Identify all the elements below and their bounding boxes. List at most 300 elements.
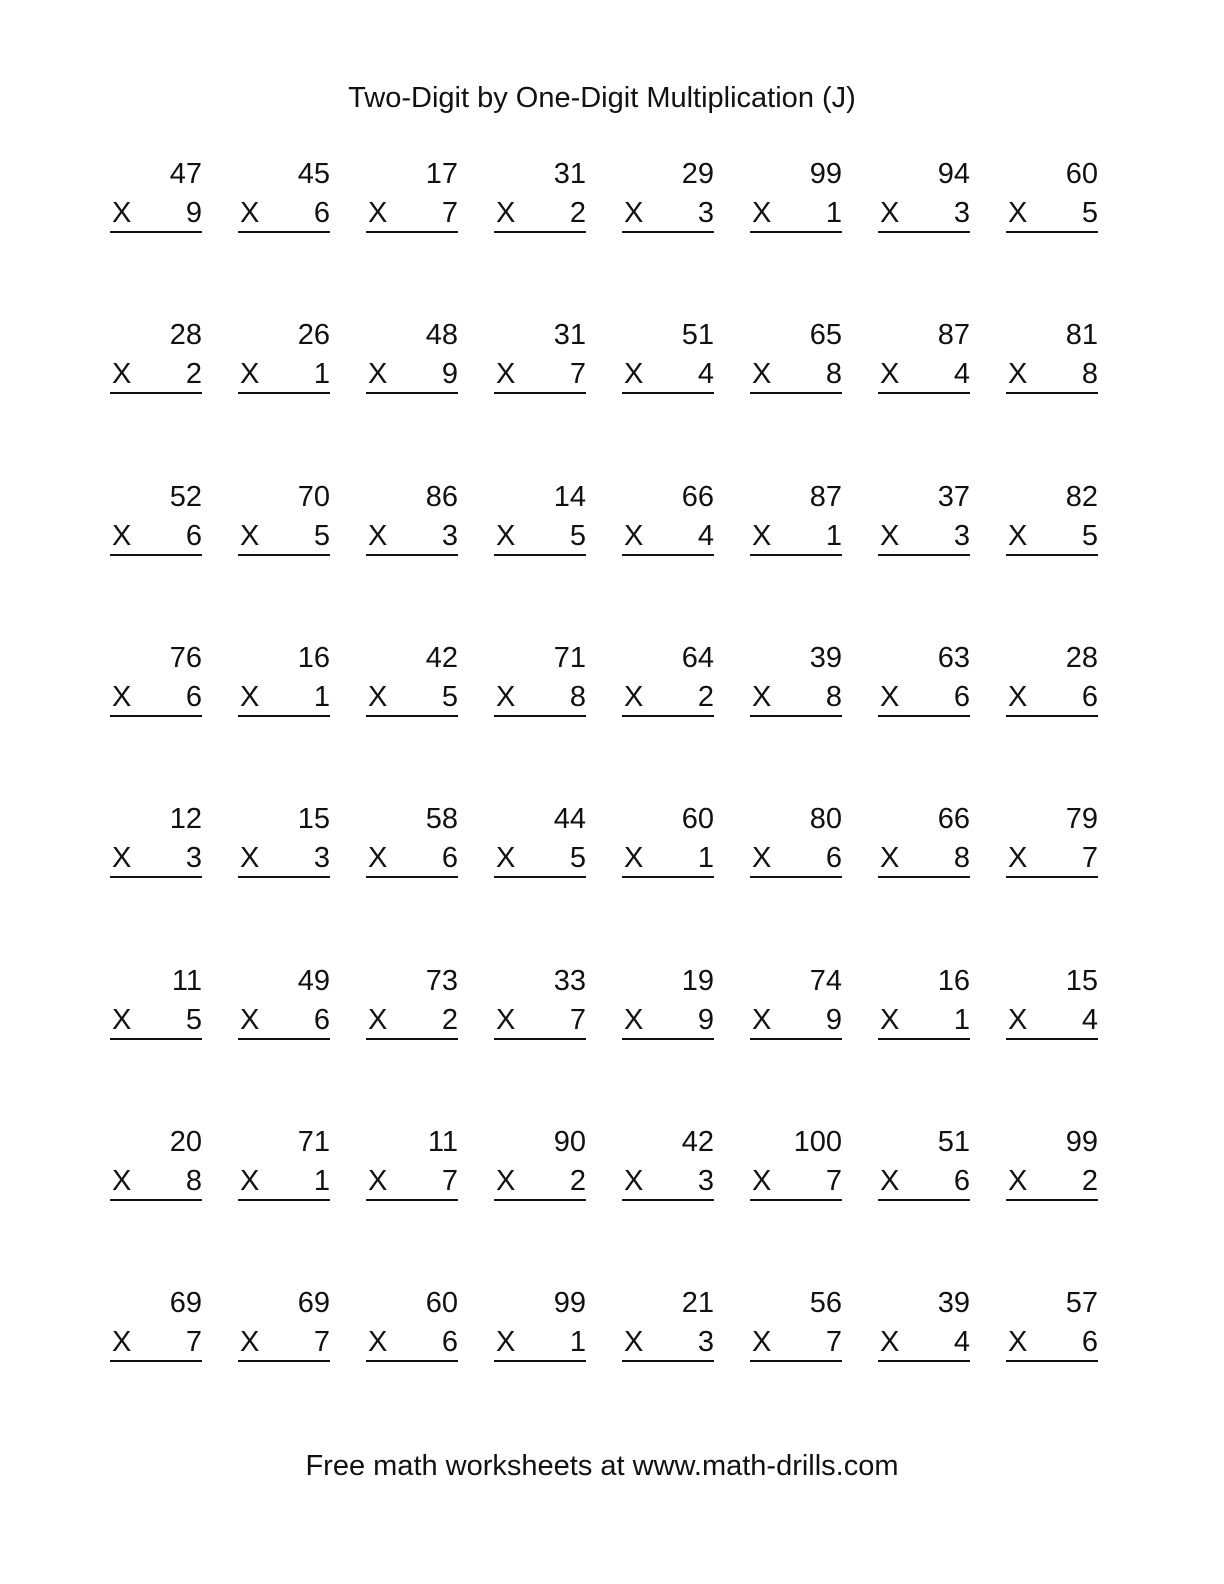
multiplicand: 33	[553, 964, 586, 997]
multiplicand: 66	[681, 480, 714, 513]
multiplicand: 15	[1065, 964, 1098, 997]
multiplicand: 47	[169, 158, 202, 190]
multiply-sign: X	[752, 519, 772, 552]
multiply-sign: X	[240, 1164, 260, 1197]
multiplier: 2	[697, 680, 714, 713]
multiplicand: 94	[937, 158, 970, 190]
answer-line	[238, 554, 330, 556]
problem-item	[110, 316, 202, 398]
multiplicand: 73	[425, 964, 458, 997]
problem-item	[238, 316, 330, 398]
multiply-sign: X	[752, 1326, 772, 1359]
multiplicand: 99	[809, 158, 842, 190]
multiplicand: 79	[1065, 803, 1098, 836]
problem-item	[110, 1123, 202, 1205]
problem-item	[366, 962, 458, 1044]
multiplicand: 69	[169, 1287, 202, 1320]
answer-line	[110, 1360, 202, 1362]
answer-line	[1006, 715, 1098, 717]
problem-item	[622, 478, 714, 560]
multiplicand: 16	[937, 964, 970, 997]
answer-line	[494, 392, 586, 394]
multiplicand: 14	[553, 480, 586, 513]
problem-item	[1006, 639, 1098, 721]
multiplier: 3	[697, 1164, 714, 1197]
multiplier: 6	[441, 842, 458, 875]
multiplicand: 58	[425, 803, 458, 836]
answer-line	[1006, 1199, 1098, 1201]
multiplicand: 64	[681, 641, 714, 674]
problem-item	[110, 639, 202, 721]
multiply-sign: X	[624, 842, 644, 875]
multiplicand: 87	[937, 319, 970, 352]
answer-line	[494, 1038, 586, 1040]
problem-item	[110, 478, 202, 560]
answer-line	[750, 1038, 842, 1040]
multiplicand: 80	[809, 803, 842, 836]
multiplicand: 99	[1065, 1125, 1098, 1158]
answer-line	[622, 1199, 714, 1201]
multiplicand: 19	[681, 964, 714, 997]
answer-line	[750, 1360, 842, 1362]
problem-item	[622, 1123, 714, 1205]
multiplier: 3	[697, 197, 714, 229]
problem-item	[622, 316, 714, 398]
multiplier: 2	[569, 197, 586, 229]
multiply-sign: X	[112, 197, 132, 229]
problem-item	[878, 155, 970, 237]
answer-line	[238, 1360, 330, 1362]
multiplicand: 48	[425, 319, 458, 352]
multiply-sign: X	[1008, 358, 1028, 391]
answer-line	[1006, 1360, 1098, 1362]
footer-text: Free math worksheets at www.math-drills.com	[305, 1450, 899, 1482]
problem-item	[494, 478, 586, 560]
answer-line	[494, 231, 586, 233]
multiplicand: 31	[553, 319, 586, 352]
problem-item	[494, 316, 586, 398]
multiplier: 9	[825, 1003, 842, 1036]
multiplier: 5	[185, 1003, 202, 1036]
problem-item	[494, 800, 586, 882]
answer-line	[1006, 1038, 1098, 1040]
multiply-sign: X	[624, 197, 644, 229]
multiplicand: 69	[297, 1287, 330, 1320]
multiply-sign: X	[624, 1326, 644, 1359]
answer-line	[494, 715, 586, 717]
problem-item	[110, 800, 202, 882]
multiplier: 7	[825, 1164, 842, 1197]
multiplier: 2	[185, 358, 202, 391]
multiply-sign: X	[240, 358, 260, 391]
multiplier: 2	[441, 1003, 458, 1036]
multiplicand: 56	[809, 1287, 842, 1320]
multiply-sign: X	[880, 1164, 900, 1197]
multiplicand: 99	[553, 1287, 586, 1320]
multiplicand: 63	[937, 641, 970, 674]
problem-item	[238, 800, 330, 882]
problem-item	[750, 962, 842, 1044]
problem-item	[494, 639, 586, 721]
answer-line	[366, 715, 458, 717]
problem-item	[750, 800, 842, 882]
multiplicand: 66	[937, 803, 970, 836]
multiplier: 5	[1081, 519, 1098, 552]
multiplier: 1	[313, 680, 330, 713]
answer-line	[366, 554, 458, 556]
multiply-sign: X	[368, 197, 388, 229]
answer-line	[110, 231, 202, 233]
answer-line	[622, 554, 714, 556]
multiplicand: 87	[809, 480, 842, 513]
multiply-sign: X	[752, 1164, 772, 1197]
multiply-sign: X	[880, 1003, 900, 1036]
multiplicand: 42	[681, 1125, 714, 1158]
multiply-sign: X	[880, 842, 900, 875]
multiplicand: 11	[427, 1125, 458, 1158]
answer-line	[1006, 231, 1098, 233]
multiply-sign: X	[880, 519, 900, 552]
problem-item	[622, 962, 714, 1044]
answer-line	[238, 1199, 330, 1201]
answer-line	[494, 554, 586, 556]
multiply-sign: X	[1008, 519, 1028, 552]
multiplicand: 16	[297, 641, 330, 674]
answer-line	[750, 1199, 842, 1201]
problem-item	[110, 1284, 202, 1366]
multiplier: 5	[1081, 197, 1098, 229]
problem-item	[366, 800, 458, 882]
answer-line	[110, 392, 202, 394]
problem-item	[878, 316, 970, 398]
multiply-sign: X	[368, 1164, 388, 1197]
problem-item	[494, 1284, 586, 1366]
answer-line	[750, 231, 842, 233]
multiplier: 6	[313, 1003, 330, 1036]
multiply-sign: X	[496, 197, 516, 229]
multiplicand: 86	[425, 480, 458, 513]
multiplier: 9	[441, 358, 458, 391]
problem-item	[750, 1284, 842, 1366]
multiplier: 6	[185, 680, 202, 713]
multiplier: 6	[441, 1326, 458, 1359]
multiplicand: 51	[681, 319, 714, 352]
multiply-sign: X	[624, 519, 644, 552]
multiply-sign: X	[496, 1164, 516, 1197]
answer-line	[622, 1038, 714, 1040]
multiplier: 9	[697, 1003, 714, 1036]
answer-line	[622, 231, 714, 233]
multiply-sign: X	[496, 680, 516, 713]
multiplier: 1	[697, 842, 714, 875]
multiply-sign: X	[112, 1003, 132, 1036]
multiply-sign: X	[752, 1003, 772, 1036]
multiplier: 5	[569, 519, 586, 552]
multiplicand: 12	[169, 803, 202, 836]
multiply-sign: X	[240, 1003, 260, 1036]
multiply-sign: X	[240, 519, 260, 552]
multiplicand: 51	[937, 1125, 970, 1158]
multiplier: 6	[313, 197, 330, 229]
multiply-sign: X	[112, 358, 132, 391]
multiplicand: 60	[1065, 158, 1098, 190]
multiply-sign: X	[624, 1164, 644, 1197]
multiply-sign: X	[240, 842, 260, 875]
answer-line	[750, 392, 842, 394]
problem-item	[494, 1123, 586, 1205]
multiplicand: 20	[169, 1125, 202, 1158]
multiplier: 3	[185, 842, 202, 875]
problem-item	[878, 1123, 970, 1205]
multiplicand: 82	[1065, 480, 1098, 513]
answer-line	[878, 554, 970, 556]
answer-line	[366, 392, 458, 394]
multiplier: 3	[313, 842, 330, 875]
multiply-sign: X	[624, 680, 644, 713]
problem-item	[622, 639, 714, 721]
multiply-sign: X	[880, 197, 900, 229]
answer-line	[622, 876, 714, 878]
multiply-sign: X	[1008, 197, 1028, 229]
problem-item	[494, 962, 586, 1044]
problem-item	[750, 316, 842, 398]
multiplicand: 15	[297, 803, 330, 836]
answer-line	[366, 1038, 458, 1040]
multiply-sign: X	[368, 842, 388, 875]
multiplicand: 71	[553, 641, 586, 674]
problem-item	[494, 155, 586, 237]
answer-line	[878, 231, 970, 233]
multiplier: 1	[953, 1003, 970, 1036]
answer-line	[238, 715, 330, 717]
multiplier: 7	[441, 1164, 458, 1197]
multiply-sign: X	[1008, 842, 1028, 875]
multiply-sign: X	[368, 1326, 388, 1359]
answer-line	[878, 876, 970, 878]
multiplier: 5	[313, 519, 330, 552]
answer-line	[878, 715, 970, 717]
problem-item	[366, 478, 458, 560]
answer-line	[622, 715, 714, 717]
problem-item	[238, 962, 330, 1044]
answer-line	[494, 876, 586, 878]
multiply-sign: X	[112, 1326, 132, 1359]
multiplicand: 28	[1065, 641, 1098, 674]
problem-item	[238, 155, 330, 237]
multiplier: 7	[825, 1326, 842, 1359]
answer-line	[238, 231, 330, 233]
multiplier: 6	[825, 842, 842, 875]
answer-line	[1006, 876, 1098, 878]
multiply-sign: X	[1008, 1003, 1028, 1036]
multiplier: 3	[697, 1326, 714, 1359]
problem-item	[366, 1284, 458, 1366]
answer-line	[494, 1199, 586, 1201]
multiplicand: 26	[297, 319, 330, 352]
multiplier: 7	[313, 1326, 330, 1359]
problem-item	[878, 478, 970, 560]
multiplicand: 42	[425, 641, 458, 674]
multiply-sign: X	[496, 1326, 516, 1359]
answer-line	[238, 876, 330, 878]
problem-item	[1006, 316, 1098, 398]
multiplicand: 76	[169, 641, 202, 674]
multiplier: 1	[825, 519, 842, 552]
problem-item	[622, 155, 714, 237]
problem-item	[1006, 800, 1098, 882]
problem-item	[878, 962, 970, 1044]
multiply-sign: X	[880, 358, 900, 391]
multiply-sign: X	[752, 197, 772, 229]
multiplicand: 37	[937, 480, 970, 513]
multiplier: 1	[313, 358, 330, 391]
multiplicand: 45	[297, 158, 330, 190]
multiplier: 7	[569, 1003, 586, 1036]
multiplier: 7	[569, 358, 586, 391]
multiply-sign: X	[1008, 1164, 1028, 1197]
problem-item	[750, 478, 842, 560]
problem-item	[750, 155, 842, 237]
multiply-sign: X	[112, 680, 132, 713]
multiply-sign: X	[880, 680, 900, 713]
multiplier: 7	[185, 1326, 202, 1359]
answer-line	[110, 1199, 202, 1201]
multiplier: 8	[1081, 358, 1098, 391]
answer-line	[878, 1199, 970, 1201]
multiplicand: 74	[809, 964, 842, 997]
multiplier: 6	[953, 1164, 970, 1197]
problem-item	[238, 478, 330, 560]
multiply-sign: X	[368, 1003, 388, 1036]
multiply-sign: X	[240, 680, 260, 713]
multiply-sign: X	[112, 519, 132, 552]
multiplicand: 71	[297, 1125, 330, 1158]
problem-item	[1006, 155, 1098, 237]
multiplier: 6	[185, 519, 202, 552]
multiplicand: 60	[681, 803, 714, 836]
multiply-sign: X	[496, 1003, 516, 1036]
multiply-sign: X	[752, 358, 772, 391]
answer-line	[494, 1360, 586, 1362]
multiply-sign: X	[880, 1326, 900, 1359]
answer-line	[110, 876, 202, 878]
multiplicand: 17	[425, 158, 458, 190]
multiply-sign: X	[624, 358, 644, 391]
multiply-sign: X	[368, 680, 388, 713]
answer-line	[622, 392, 714, 394]
multiplicand: 44	[553, 803, 586, 836]
multiplicand: 60	[425, 1287, 458, 1320]
multiplicand: 39	[809, 641, 842, 674]
multiplier: 5	[441, 680, 458, 713]
problem-item	[1006, 1123, 1098, 1205]
problem-item	[878, 1284, 970, 1366]
problem-item	[366, 316, 458, 398]
multiplier: 1	[569, 1326, 586, 1359]
multiplier: 6	[1081, 1326, 1098, 1359]
problem-item	[1006, 478, 1098, 560]
answer-line	[110, 1038, 202, 1040]
problem-item	[366, 639, 458, 721]
answer-line	[366, 1360, 458, 1362]
multiplier: 3	[441, 519, 458, 552]
answer-line	[238, 1038, 330, 1040]
multiply-sign: X	[752, 680, 772, 713]
multiplicand: 31	[553, 158, 586, 190]
problem-item	[366, 1123, 458, 1205]
problem-item	[110, 155, 202, 237]
multiplier: 4	[1081, 1003, 1098, 1036]
problem-item	[878, 639, 970, 721]
page-title: Two-Digit by One-Digit Multiplication (J)	[348, 82, 856, 114]
multiply-sign: X	[752, 842, 772, 875]
problem-item	[238, 1284, 330, 1366]
multiplicand: 28	[169, 319, 202, 352]
multiplier: 8	[569, 680, 586, 713]
answer-line	[238, 392, 330, 394]
multiplier: 4	[697, 519, 714, 552]
multiply-sign: X	[1008, 680, 1028, 713]
answer-line	[1006, 554, 1098, 556]
multiplicand: 81	[1065, 319, 1098, 352]
answer-line	[878, 392, 970, 394]
multiplicand: 49	[297, 964, 330, 997]
problem-item	[238, 639, 330, 721]
multiplier: 2	[569, 1164, 586, 1197]
problem-item	[750, 639, 842, 721]
answer-line	[750, 715, 842, 717]
answer-line	[110, 554, 202, 556]
answer-line	[1006, 392, 1098, 394]
problem-item	[622, 800, 714, 882]
answer-line	[366, 876, 458, 878]
answer-line	[622, 1360, 714, 1362]
answer-line	[878, 1038, 970, 1040]
multiplier: 3	[953, 519, 970, 552]
multiply-sign: X	[368, 358, 388, 391]
multiply-sign: X	[496, 842, 516, 875]
multiplicand: 100	[793, 1125, 842, 1158]
multiplicand: 11	[171, 964, 202, 997]
multiplicand: 90	[553, 1125, 586, 1158]
answer-line	[366, 1199, 458, 1201]
multiplicand: 52	[169, 480, 202, 513]
multiplicand: 21	[681, 1287, 714, 1320]
answer-line	[750, 876, 842, 878]
multiplier: 5	[569, 842, 586, 875]
multiplier: 1	[313, 1164, 330, 1197]
multiplicand: 29	[681, 158, 714, 190]
multiplier: 7	[441, 197, 458, 229]
multiply-sign: X	[368, 519, 388, 552]
answer-line	[110, 715, 202, 717]
multiply-sign: X	[1008, 1326, 1028, 1359]
multiplier: 4	[953, 358, 970, 391]
problem-item	[110, 962, 202, 1044]
problem-item	[622, 1284, 714, 1366]
answer-line	[878, 1360, 970, 1362]
multiply-sign: X	[496, 358, 516, 391]
multiply-sign: X	[240, 197, 260, 229]
multiplier: 2	[1081, 1164, 1098, 1197]
answer-line	[366, 231, 458, 233]
multiplier: 8	[953, 842, 970, 875]
multiplier: 8	[825, 680, 842, 713]
multiply-sign: X	[240, 1326, 260, 1359]
multiplier: 8	[185, 1164, 202, 1197]
multiply-sign: X	[496, 519, 516, 552]
multiplier: 9	[185, 197, 202, 229]
